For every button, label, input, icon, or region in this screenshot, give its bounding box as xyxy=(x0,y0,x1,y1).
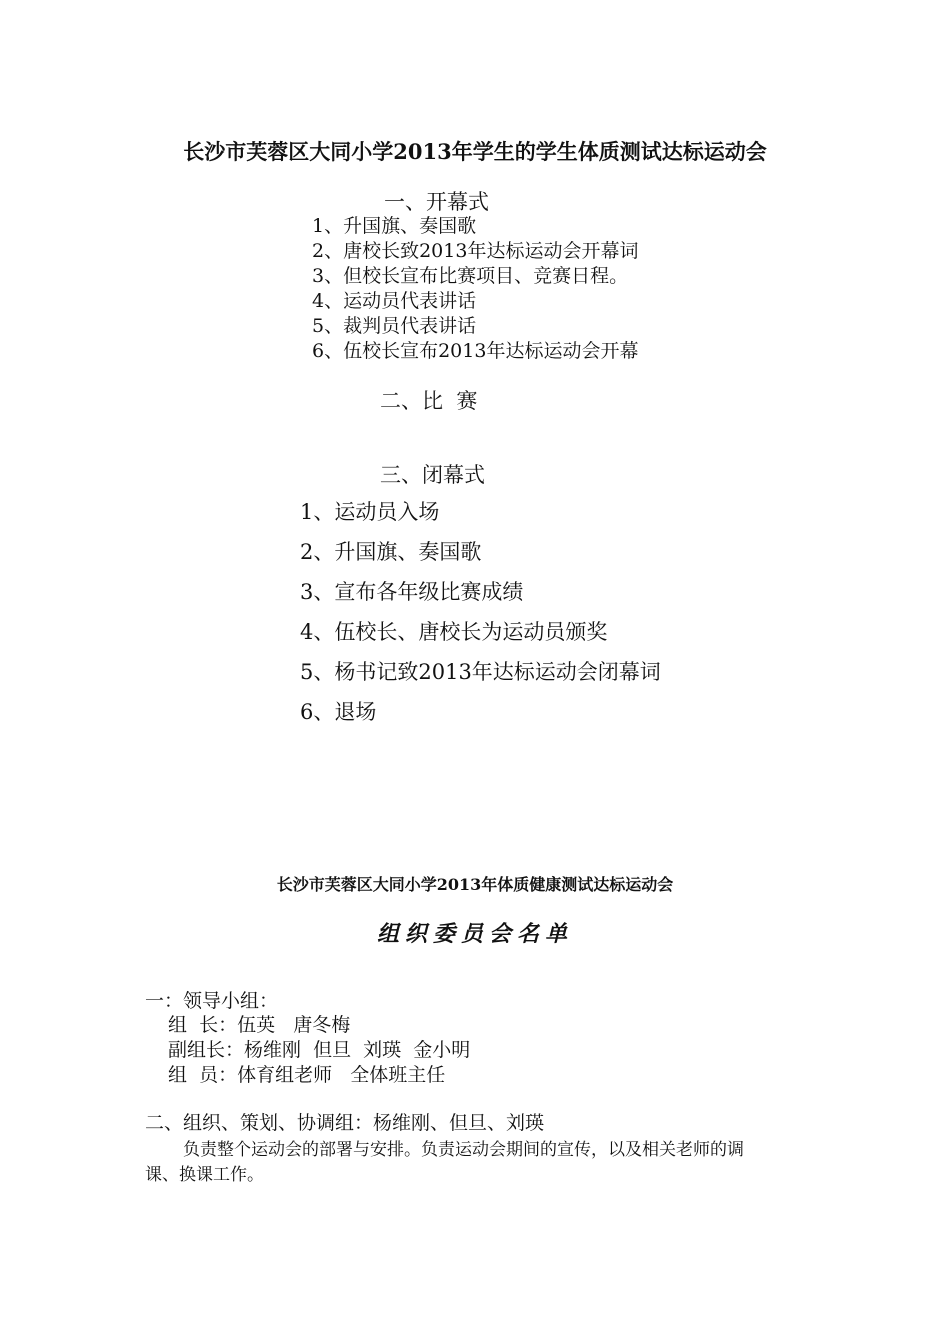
opening-item: 5、裁判员代表讲话 xyxy=(312,315,477,337)
committee-subtitle: 组织委员会名单 xyxy=(376,921,573,947)
opening-item: 2、唐校长致2013年达标运动会开幕词 xyxy=(312,240,639,262)
leadership-heading: 一：领导小组： xyxy=(145,990,279,1012)
closing-item: 6、退场 xyxy=(300,700,377,724)
organizing-heading: 二、组织、策划、协调组：杨维刚、但旦、刘瑛 xyxy=(145,1112,545,1134)
committee-title: 长沙市芙蓉区大同小学2013年体质健康测试达标运动会 xyxy=(276,875,674,894)
closing-item: 5、杨书记致2013年达标运动会闭幕词 xyxy=(300,660,661,684)
closing-item: 4、伍校长、唐校长为运动员颁奖 xyxy=(300,620,608,644)
closing-item: 1、运动员入场 xyxy=(300,500,440,524)
leadership-leader: 组 长：伍英 唐冬梅 xyxy=(168,1014,351,1036)
opening-item: 6、伍校长宣布2013年达标运动会开幕 xyxy=(312,340,639,362)
opening-item: 1、升国旗、奏国歌 xyxy=(312,215,477,237)
closing-item: 3、宣布各年级比赛成绩 xyxy=(300,580,524,604)
closing-item: 2、升国旗、奏国歌 xyxy=(300,540,482,564)
opening-item: 4、运动员代表讲话 xyxy=(312,290,477,312)
competition-heading: 二、比 赛 xyxy=(380,389,478,413)
program-title: 长沙市芙蓉区大同小学2013年学生的学生体质测试达标运动会 xyxy=(183,139,767,164)
organizing-desc-line1: 负责整个运动会的部署与安排。负责运动会期间的宣传，以及相关老师的调 xyxy=(183,1140,744,1160)
organizing-desc-line2: 课、换课工作。 xyxy=(145,1165,264,1185)
closing-heading: 三、闭幕式 xyxy=(380,463,485,487)
opening-item: 3、但校长宣布比赛项目、竞赛日程。 xyxy=(312,265,629,287)
leadership-members: 组 员：体育组老师 全体班主任 xyxy=(168,1064,446,1086)
leadership-deputy: 副组长：杨维刚 但旦 刘瑛 金小明 xyxy=(168,1039,471,1061)
opening-heading: 一、开幕式 xyxy=(384,190,489,214)
